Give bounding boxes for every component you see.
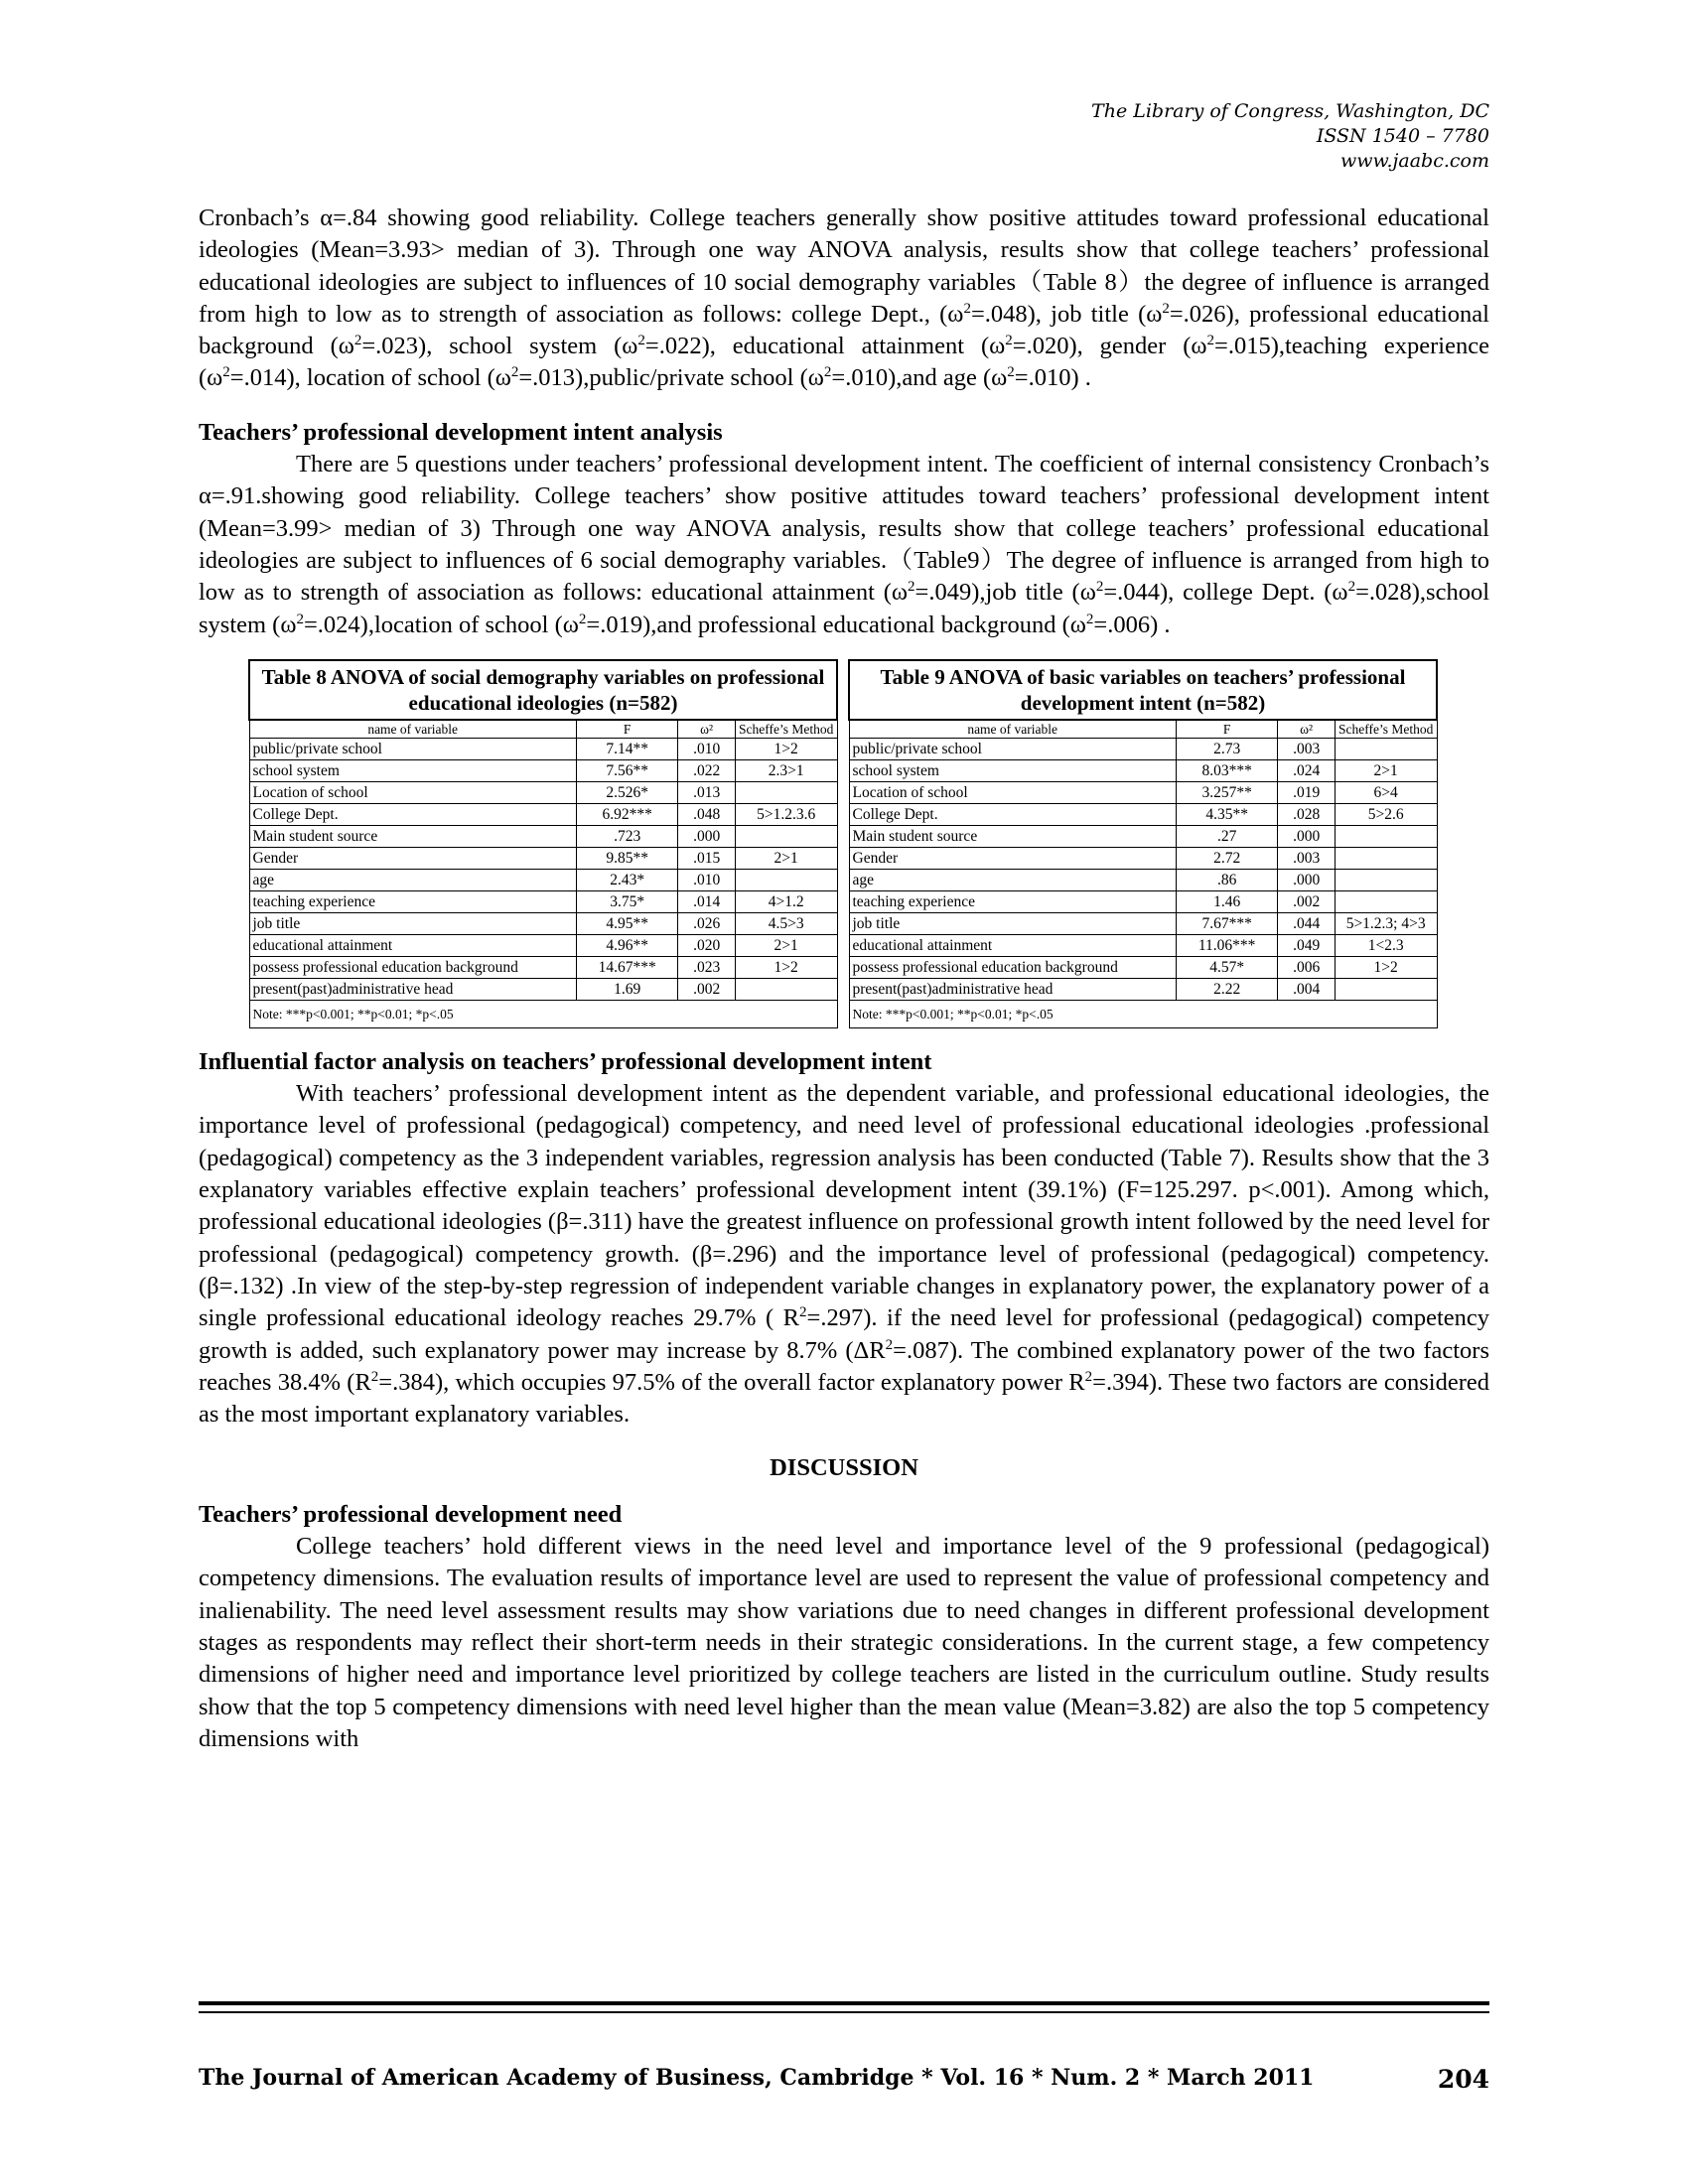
table-9-header: ω² <box>1278 720 1335 739</box>
omega-squared-cell: .002 <box>678 978 735 1000</box>
scheffe-cell: 1<2.3 <box>1335 934 1437 956</box>
f-value-cell: 7.56** <box>576 759 678 781</box>
journal-header <box>1091 99 1489 174</box>
table-row <box>249 803 837 825</box>
f-value-cell: 6.92*** <box>576 803 678 825</box>
omega-squared-cell: .049 <box>1278 934 1335 956</box>
omega-squared-cell: .024 <box>1278 759 1335 781</box>
scheffe-cell <box>1335 869 1437 890</box>
scheffe-cell: 5>1.2.3; 4>3 <box>1335 912 1437 934</box>
scheffe-cell <box>1335 890 1437 912</box>
header-line-library: The Library of Congress, Washington, DC <box>1091 100 1489 122</box>
table-8-body <box>249 738 837 1000</box>
variable-name-cell: Location of school <box>849 781 1176 803</box>
omega-squared-cell: .010 <box>678 738 735 759</box>
table-row <box>849 803 1437 825</box>
scheffe-cell: 2.3>1 <box>735 759 837 781</box>
scheffe-cell: 5>2.6 <box>1335 803 1437 825</box>
f-value-cell: 4.95** <box>576 912 678 934</box>
variable-name-cell: educational attainment <box>249 934 576 956</box>
table-row <box>849 956 1437 978</box>
table-9-header: Scheffe’s Method <box>1335 720 1437 739</box>
table-row <box>249 869 837 890</box>
header-line-url: www.jaabc.com <box>1339 150 1489 172</box>
table-row <box>249 738 837 759</box>
f-value-cell: 7.14** <box>576 738 678 759</box>
f-value-cell: 3.257** <box>1176 781 1278 803</box>
omega-squared-cell: .000 <box>1278 825 1335 847</box>
f-value-cell: 8.03*** <box>1176 759 1278 781</box>
paragraph-development-need: College teachers’ hold different views in the need level and importance level of the 9 professional (pedagogical) competency dimensions. The evaluation results of importance level are used to represent the value of professional competency and inalienability. The need level assessment results may show variations due to need changes in different professional development stages as respondents may reflect their short-term needs in their strategic considerations. In the current stage, a few competency dimensions of higher need and importance level prioritized by college teachers are listed in the curriculum outline. Study results show that the top 5 competency dimensions with need level higher than the mean value (Mean=3.82) are also the top 5 competency dimensions with <box>199 1533 1489 1752</box>
scheffe-cell <box>735 781 837 803</box>
variable-name-cell: Main student source <box>249 825 576 847</box>
f-value-cell: 7.67*** <box>1176 912 1278 934</box>
table-row <box>849 825 1437 847</box>
table-9-body <box>849 738 1437 1000</box>
variable-name-cell: teaching experience <box>849 890 1176 912</box>
table-row <box>849 738 1437 759</box>
f-value-cell: 11.06*** <box>1176 934 1278 956</box>
f-value-cell: 4.35** <box>1176 803 1278 825</box>
paragraph-regression-analysis: With teachers’ professional development intent as the dependent variable, and professional educational ideologies, the importance level of professional (pedagogical) competency, and need level of professional educational ideologies .professional (pedagogical) competency as the 3 independent variables, regression analysis has been conducted (Table 7). Results show that the 3 explanatory variables effective explain teachers’ professional development intent (39.1%) (F=125.297. p<.001). Among which, professional educational ideologies (β=.311) have the greatest influence on professional growth intent followed by the need level for professional (pedagogical) competency growth. (β=.296) and the importance level of professional (pedagogical) competency. (β=.132) .In view of the step-by-step regression of independent variable changes in explanatory power, the explanatory power of a single professional educational ideology reaches 29.7% ( $R^2=.297$). if the need level for professional (pedagogical) competency growth is added, such explanatory power may increase by 8.7% $(\Delta R^2=.087)$. The combined explanatory power of the two factors reaches 38.4% $(R^2=.384)$, which occupies 97.5% of the overall factor explanatory power $R^2=.394$). These two factors are considered as the most important explanatory variables. <box>199 1080 1490 1429</box>
table-row <box>249 934 837 956</box>
omega-squared-cell: .006 <box>1278 956 1335 978</box>
variable-name-cell: job title <box>249 912 576 934</box>
omega-squared-cell: .020 <box>678 934 735 956</box>
omega-squared-cell: .002 <box>1278 890 1335 912</box>
section-heading-development-need: Teachers’ professional development need <box>199 1500 623 1528</box>
variable-name-cell: Gender <box>849 847 1176 869</box>
scheffe-cell: 5>1.2.3.6 <box>735 803 837 825</box>
footer-rule <box>199 2001 1489 2013</box>
table-row <box>849 781 1437 803</box>
table-row <box>249 781 837 803</box>
scheffe-cell: 2>1 <box>735 847 837 869</box>
f-value-cell: 4.57* <box>1176 956 1278 978</box>
scheffe-cell <box>735 869 837 890</box>
table-8-header: F <box>576 720 678 739</box>
table-row <box>849 890 1437 912</box>
table-row <box>249 912 837 934</box>
paragraph-ideologies-results: Cronbach’s α=.84 showing good reliability. College teachers generally show positive attitudes toward professional educational ideologies (Mean=3.93> median of 3). Through one way ANOVA analysis, results show that college teachers’ professional educational ideologies are subject to influences of 10 social demography variables（Table 8）the degree of influence is arranged from high to low as to strength of association as follows: college Dept., $(\omega^2=.048)$, job title $(\omega^2=.026)$, professional educational background $(\omega^2=.023)$, school system $(\omega^2=.022)$, educational attainment $(\omega^2=.020)$, gender $(\omega^2=.015),teaching$ experience $(\omega^2=.014)$, location of school $(\omega^2=.013),public$/private school $(\omega^2=.010),and$ age $(\omega^2=.010)$ . <box>199 205 1489 392</box>
table-row <box>249 978 837 1000</box>
table-row <box>249 759 837 781</box>
f-value-cell: .27 <box>1176 825 1278 847</box>
omega-squared-cell: .023 <box>678 956 735 978</box>
variable-name-cell: public/private school <box>249 738 576 759</box>
variable-name-cell: school system <box>849 759 1176 781</box>
scheffe-cell <box>1335 825 1437 847</box>
omega-squared-cell: .048 <box>678 803 735 825</box>
paragraph-intent-analysis: There are 5 questions under teachers’ professional development intent. The coefficient of internal consistency Cronbach’s α=.91.showing good reliability. College teachers’ show positive attitudes toward teachers’ professional development intent (Mean=3.99> median of 3) Through one way ANOVA analysis, results show that college teachers’ professional educational ideologies are subject to influences of 6 social demography variables.（Table9）The degree of influence is arranged from high to low as to strength of association as follows: educational attainment $(\omega^2=.049),job$ title $(\omega^2=.044)$, college Dept. $(\omega^2=.028),school$ system $(\omega^2=.024),location$ of school $(\omega^2=.019),and$ professional educational background $(\omega^2=.006)$ . <box>199 451 1490 638</box>
scheffe-cell: 1>2 <box>1335 956 1437 978</box>
scheffe-cell: 1>2 <box>735 738 837 759</box>
f-value-cell: .86 <box>1176 869 1278 890</box>
f-value-cell: 14.67*** <box>576 956 678 978</box>
variable-name-cell: Location of school <box>249 781 576 803</box>
f-value-cell: .723 <box>576 825 678 847</box>
f-value-cell: 1.69 <box>576 978 678 1000</box>
scheffe-cell <box>1335 738 1437 759</box>
omega-squared-cell: .014 <box>678 890 735 912</box>
table-row <box>849 869 1437 890</box>
omega-squared-cell: .010 <box>678 869 735 890</box>
table-row <box>849 847 1437 869</box>
variable-name-cell: school system <box>249 759 576 781</box>
variable-name-cell: teaching experience <box>249 890 576 912</box>
variable-name-cell: educational attainment <box>849 934 1176 956</box>
scheffe-cell: 6>4 <box>1335 781 1437 803</box>
scheffe-cell: 2>1 <box>1335 759 1437 781</box>
omega-squared-cell: .000 <box>1278 869 1335 890</box>
omega-squared-cell: .028 <box>1278 803 1335 825</box>
variable-name-cell: age <box>849 869 1176 890</box>
variable-name-cell: public/private school <box>849 738 1176 759</box>
table-row <box>249 847 837 869</box>
scheffe-cell: 2>1 <box>735 934 837 956</box>
table-row <box>849 934 1437 956</box>
table-8-header: ω² <box>678 720 735 739</box>
table-8-header: Scheffe’s Method <box>735 720 837 739</box>
section-heading-discussion: DISCUSSION <box>770 1454 918 1482</box>
variable-name-cell: College Dept. <box>249 803 576 825</box>
table-8 <box>248 659 838 1028</box>
section-heading-intent-analysis: Teachers’ professional development intent analysis <box>199 418 723 446</box>
f-value-cell: 2.72 <box>1176 847 1278 869</box>
variable-name-cell: present(past)administrative head <box>249 978 576 1000</box>
table-9-caption: Table 9 ANOVA of basic variables on teachers’ professional development intent (n=582) <box>849 660 1437 720</box>
omega-squared-cell: .015 <box>678 847 735 869</box>
f-value-cell: 2.43* <box>576 869 678 890</box>
table-8-caption: Table 8 ANOVA of social demography variables on professional educational ideologies (n=582) <box>249 660 837 720</box>
table-9-note: Note: ***p<0.001; **p<0.01; *p<.05 <box>849 1000 1437 1027</box>
f-value-cell: 2.22 <box>1176 978 1278 1000</box>
omega-squared-cell: .013 <box>678 781 735 803</box>
header-line-issn: ISSN 1540 – 7780 <box>1316 125 1489 147</box>
omega-squared-cell: .004 <box>1278 978 1335 1000</box>
table-row <box>849 912 1437 934</box>
table-8-header: name of variable <box>249 720 576 739</box>
omega-squared-cell: .000 <box>678 825 735 847</box>
scheffe-cell <box>735 825 837 847</box>
f-value-cell: 2.73 <box>1176 738 1278 759</box>
f-value-cell: 2.526* <box>576 781 678 803</box>
omega-squared-cell: .022 <box>678 759 735 781</box>
footer-journal-citation: The Journal of American Academy of Business, Cambridge * Vol. 16 * Num. 2 * March 2011 <box>199 2065 1315 2091</box>
f-value-cell: 1.46 <box>1176 890 1278 912</box>
table-row <box>249 825 837 847</box>
journal-footer <box>199 2065 1489 2094</box>
table-row <box>249 956 837 978</box>
omega-squared-cell: .003 <box>1278 738 1335 759</box>
anova-tables <box>248 659 1438 1028</box>
variable-name-cell: age <box>249 869 576 890</box>
omega-squared-cell: .044 <box>1278 912 1335 934</box>
scheffe-cell <box>735 978 837 1000</box>
f-value-cell: 3.75* <box>576 890 678 912</box>
variable-name-cell: possess professional education background <box>249 956 576 978</box>
scheffe-cell: 4>1.2 <box>735 890 837 912</box>
page-number: 204 <box>1437 2065 1489 2094</box>
section-heading-influential-factors: Influential factor analysis on teachers’ professional development intent <box>199 1047 932 1075</box>
variable-name-cell: job title <box>849 912 1176 934</box>
variable-name-cell: College Dept. <box>849 803 1176 825</box>
variable-name-cell: possess professional education background <box>849 956 1176 978</box>
omega-squared-cell: .003 <box>1278 847 1335 869</box>
table-row <box>849 759 1437 781</box>
table-9 <box>848 659 1438 1028</box>
variable-name-cell: Gender <box>249 847 576 869</box>
page-body <box>199 203 1489 1755</box>
omega-squared-cell: .026 <box>678 912 735 934</box>
table-9-header: name of variable <box>849 720 1176 739</box>
f-value-cell: 9.85** <box>576 847 678 869</box>
f-value-cell: 4.96** <box>576 934 678 956</box>
scheffe-cell <box>1335 847 1437 869</box>
variable-name-cell: present(past)administrative head <box>849 978 1176 1000</box>
scheffe-cell: 4.5>3 <box>735 912 837 934</box>
table-row <box>849 978 1437 1000</box>
omega-squared-cell: .019 <box>1278 781 1335 803</box>
table-9-header: F <box>1176 720 1278 739</box>
table-row <box>249 890 837 912</box>
variable-name-cell: Main student source <box>849 825 1176 847</box>
table-8-note: Note: ***p<0.001; **p<0.01; *p<.05 <box>249 1000 837 1027</box>
scheffe-cell: 1>2 <box>735 956 837 978</box>
scheffe-cell <box>1335 978 1437 1000</box>
